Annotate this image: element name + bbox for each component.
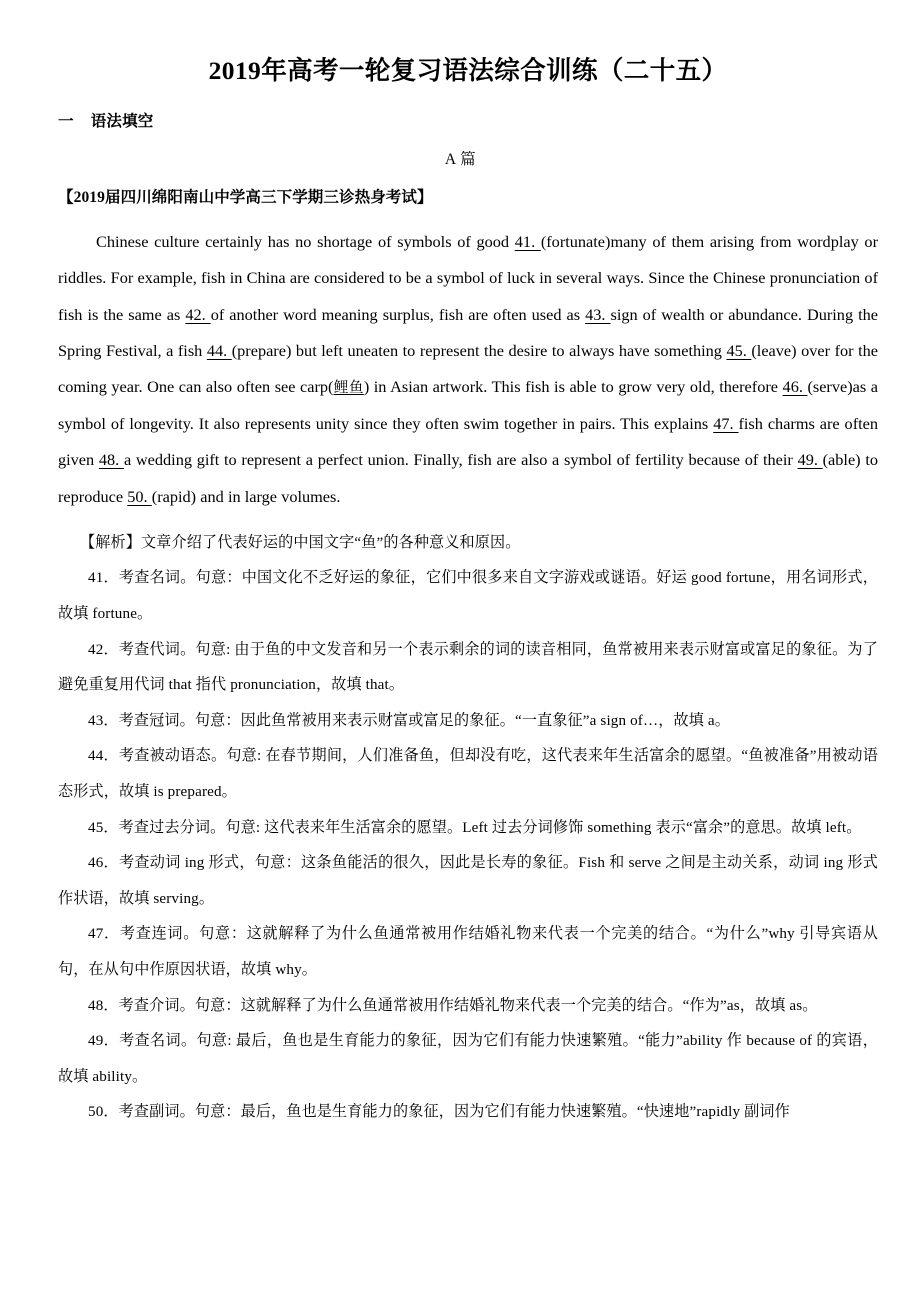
cloze-blank: 47. (713, 414, 739, 434)
analysis-item: 42．考查代词。句意: 由于鱼的中文发音和另一个表示剩余的词的读音相同，鱼常被用来表示财富或富足的象征。为了避免重复用代词 that 指代 pronunciation，故填 that。 (58, 641, 878, 694)
analysis-summary: 【解析】文章介绍了代表好运的中国文字“鱼”的各种意义和原因。 (80, 534, 521, 551)
cloze-blank: 45. (726, 340, 752, 360)
cloze-blank: 43. (585, 304, 611, 324)
sub-heading: A 篇 (444, 150, 477, 168)
cloze-blank: 50. (127, 486, 152, 506)
cloze-passage: Chinese culture certainly has no shortage of symbols of good 41. (fortunate)many of them arising from wordplay or riddles. For example, fish in China are considered to be a symbol of luck in several ways. Since the Chinese pronunciation of fish is the same as 42. of another word meaning surplus, fish are often used as 43. sign of wealth or abundance. During the Spring Festival, a fish 44. (prepare) but left uneaten to represent the desire to always have something 45. (leave) over for the coming year. One can also often see carp(鲤鱼) in Asian artwork. This fish is able to grow very old, therefore 46. (serve)as a symbol of longevity. It also represents unity since they often swim together in pairs. This explains 47. fish charms are often given 48. a wedding gift to represent a perfect union. Finally, fish are also a symbol of fertility because of their 49. (able) to reproduce 50. (rapid) and in large volumes. (58, 232, 879, 506)
section-heading (58, 88, 878, 133)
analysis-item: 47．考查连词。句意：这就解释了为什么鱼通常被用作结婚礼物来代表一个完美的结合。“为什么”why 引导宾语从句，在从句中作原因状语，故填 why。 (58, 926, 878, 978)
cloze-blank: 42. (185, 304, 211, 324)
cloze-blank: 46. (782, 376, 808, 396)
cloze-blank: 41. (514, 232, 541, 252)
page-content (58, 0, 878, 1131)
page-title: 2019年高考一轮复习语法综合训练（二十五） (208, 56, 728, 85)
section-number: 一 (58, 113, 74, 131)
cloze-blank: 48. (98, 450, 124, 470)
cloze-blank: 49. (797, 450, 823, 470)
analysis-item: 41．考查名词。句意：中国文化不乏好运的象征，它们中很多来自文字游戏或谜语。好运 good fortune，用名词形式，故填 fortune。 (58, 570, 878, 622)
analysis-item: 49．考查名词。句意: 最后，鱼也是生育能力的象征，因为它们有能力快速繁殖。“能力”ability 作 because of 的宾语，故填 ability。 (58, 1033, 878, 1085)
analysis-item: 45．考查过去分词。句意: 这代表来年生活富余的愿望。Left 过去分词修饰 something 表示“富余”的意思。故填 left。 (88, 819, 862, 836)
analysis-item: 46．考查动词 ing 形式，句意：这条鱼能活的很久，因此是长寿的象征。Fish 和 serve 之间是主动关系，动词 ing 形式作状语，故填 serving。 (58, 855, 878, 907)
analysis-item: 43．考查冠词。句意：因此鱼常被用来表示财富或富足的象征。“一直象征”a sign of…，故填 a。 (88, 712, 730, 729)
cloze-blank: 44. (206, 340, 232, 360)
cjk-gloss: 鲤鱼 (333, 378, 364, 396)
section-label: 语法填空 (90, 113, 154, 131)
analysis-section (58, 515, 878, 1131)
source-line: 【2019届四川绵阳南山中学高三下学期三诊热身考试】 (58, 188, 433, 206)
analysis-item: 50．考查副词。句意：最后，鱼也是生育能力的象征，因为它们有能力快速繁殖。“快速地”rapidly 副词作 (88, 1104, 790, 1121)
analysis-item: 44．考查被动语态。句意: 在春节期间，人们准备鱼，但却没有吃，这代表来年生活富余的愿望。“鱼被准备”用被动语态形式，故填 is prepared。 (58, 748, 878, 800)
analysis-item: 48．考查介词。句意：这就解释了为什么鱼通常被用作结婚礼物来代表一个完美的结合。“作为”as，故填 as。 (88, 997, 818, 1014)
